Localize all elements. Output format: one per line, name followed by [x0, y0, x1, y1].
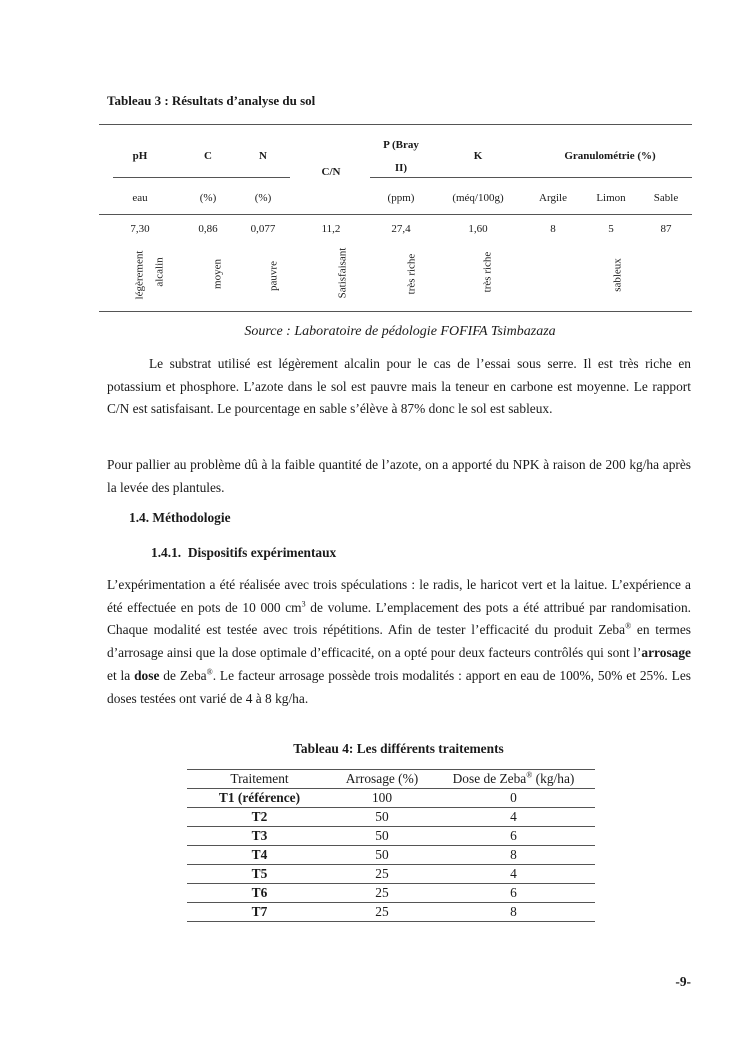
table3-header-subrule-left — [113, 177, 290, 178]
value-k: 1,60 — [468, 223, 488, 235]
header-p-line1: P (Bray — [383, 139, 419, 151]
cell-traitement: T2 — [251, 809, 268, 824]
value-p: 27,4 — [391, 223, 411, 235]
cell-arrosage: 25 — [375, 866, 389, 881]
para3-text-5: de Zeba — [159, 667, 207, 683]
unit-ph: eau — [132, 192, 148, 204]
cell-dose: 8 — [510, 904, 517, 919]
registered-mark: ® — [206, 667, 213, 677]
subsection-title: Dispositifs expérimentaux — [187, 545, 337, 560]
table4-title: Tableau 4: Les différents traitements — [293, 741, 504, 756]
unit-n: (%) — [254, 192, 272, 204]
value-ph: 7,30 — [130, 223, 150, 235]
col-arrosage: Arrosage (%) — [332, 770, 432, 789]
table3-source: Source : Laboratoire de pédologie FOFIFA Tsimbazaza — [244, 324, 556, 339]
col-dose-unit: (kg/ha) — [532, 771, 575, 786]
value-argile: 8 — [550, 223, 556, 235]
col-dose — [432, 770, 595, 789]
paragraph-npk: Pour pallier au problème dû à la faible quantité de l’azote, on a apporté du NPK à raison de 200 kg/ha après la levée des plantules. — [107, 457, 691, 495]
col-traitement: Traitement — [187, 770, 332, 789]
interp-texture: sableux — [611, 258, 624, 292]
cell-traitement: T4 — [251, 847, 268, 862]
table-row — [187, 846, 595, 865]
para3-text-2: de volume. L’emplacement des pots a été attribué par randomisation. Chaque modalité est testée avec trois répétitions. Afin de tester l’efficacité du produit Zeba — [107, 599, 692, 638]
table-row — [187, 884, 595, 903]
cell-arrosage: 25 — [375, 904, 389, 919]
table3-header-subrule-right — [370, 177, 692, 178]
unit-c: (%) — [199, 192, 217, 204]
value-limon: 5 — [608, 223, 614, 235]
col-dose-text: Dose de Zeba — [452, 771, 527, 786]
header-granulometrie: Granulométrie (%) — [564, 150, 656, 162]
interp-k: très riche — [481, 251, 494, 293]
header-p-line2: II) — [394, 162, 408, 174]
table-row — [187, 808, 595, 827]
cell-arrosage: 50 — [375, 809, 389, 824]
paragraph-experimentation — [107, 574, 691, 710]
subsection-heading — [151, 545, 336, 561]
cell-traitement: T5 — [251, 866, 268, 881]
para3-text-6: . Le facteur arrosage possède trois modalités : apport en eau de 100%, 50% et 25%. Les doses testées ont varié de 4 à 8 kg/ha. — [107, 667, 691, 706]
term-dose: dose — [134, 667, 160, 683]
cell-arrosage: 100 — [371, 790, 393, 805]
unit-p: (ppm) — [387, 192, 415, 204]
header-k: K — [473, 150, 483, 162]
cell-traitement: T6 — [251, 885, 268, 900]
unit-argile: Argile — [539, 192, 567, 204]
interp-p: très riche — [405, 253, 418, 295]
paragraph-substrat: Le substrat utilisé est légèrement alcalin pour le cas de l’essai sous serre. Il est très riche en potassium et phosphore. L’azote dans le sol est pauvre mais la teneur en carbone est moyenne. Le rapport C/N est satisfaisant. Le pourcentage en sable s’élève à 87% donc le sol est sableux. — [107, 356, 691, 417]
term-arrosage: arrosage — [641, 645, 691, 661]
cell-dose: 6 — [510, 828, 517, 843]
unit-limon: Limon — [596, 192, 626, 204]
value-n: 0,077 — [250, 223, 276, 235]
interp-cn: Satisfaisant — [336, 247, 349, 299]
table4-header-row — [187, 770, 595, 789]
cell-traitement: T7 — [251, 904, 268, 919]
value-cn: 11,2 — [321, 223, 341, 235]
unit-sable: Sable — [653, 192, 679, 204]
unit-k: (méq/100g) — [452, 192, 504, 204]
table-row — [187, 903, 595, 922]
interp-ph-line2: alcalin — [153, 257, 166, 287]
table3-top-rule — [99, 124, 692, 125]
table3-title: Tableau 3 : Résultats d’analyse du sol — [107, 93, 316, 108]
cell-arrosage: 50 — [375, 847, 389, 862]
subsection-number: 1.4.1. — [151, 545, 182, 560]
registered-mark: ® — [625, 621, 632, 631]
cell-dose: 0 — [510, 790, 517, 805]
table3-bottom-rule — [99, 311, 692, 312]
page-number: -9- — [675, 974, 691, 989]
header-cn: C/N — [321, 166, 341, 178]
cell-dose: 8 — [510, 847, 517, 862]
value-sable: 87 — [660, 223, 672, 235]
table3-units-rule — [99, 214, 692, 215]
table-row — [187, 865, 595, 884]
para3-text-3: en termes d’arrosage ainsi que la dose optimale d’efficacité, on a opté pour deux facteurs contrôlés qui sont l’ — [107, 622, 691, 661]
header-n: N — [259, 150, 267, 162]
cube-superscript: 3 — [301, 599, 306, 609]
cell-arrosage: 25 — [375, 885, 389, 900]
value-c: 0,86 — [198, 223, 218, 235]
registered-mark: ® — [526, 770, 533, 780]
section-heading: 1.4. Méthodologie — [129, 510, 231, 525]
cell-dose: 4 — [510, 809, 517, 824]
table-row — [187, 789, 595, 808]
interp-c: moyen — [211, 259, 224, 289]
para3-text-1: L’expérimentation a été réalisée avec trois spéculations : le radis, le haricot vert et la laitue. L’expérience a été effectuée en pots de 10 000 cm — [107, 577, 691, 615]
cell-dose: 4 — [510, 866, 517, 881]
header-c: C — [204, 150, 212, 162]
cell-traitement: T1 (référence) — [218, 790, 301, 805]
cell-arrosage: 50 — [375, 828, 389, 843]
cell-traitement: T3 — [251, 828, 268, 843]
cell-dose: 6 — [510, 885, 517, 900]
table-row — [187, 827, 595, 846]
treatments-table — [187, 769, 595, 922]
header-ph: pH — [132, 150, 148, 162]
interp-n: pauvre — [267, 261, 280, 291]
para3-text-4: et la — [107, 667, 135, 683]
interp-ph-line1: légèrement — [133, 250, 146, 300]
